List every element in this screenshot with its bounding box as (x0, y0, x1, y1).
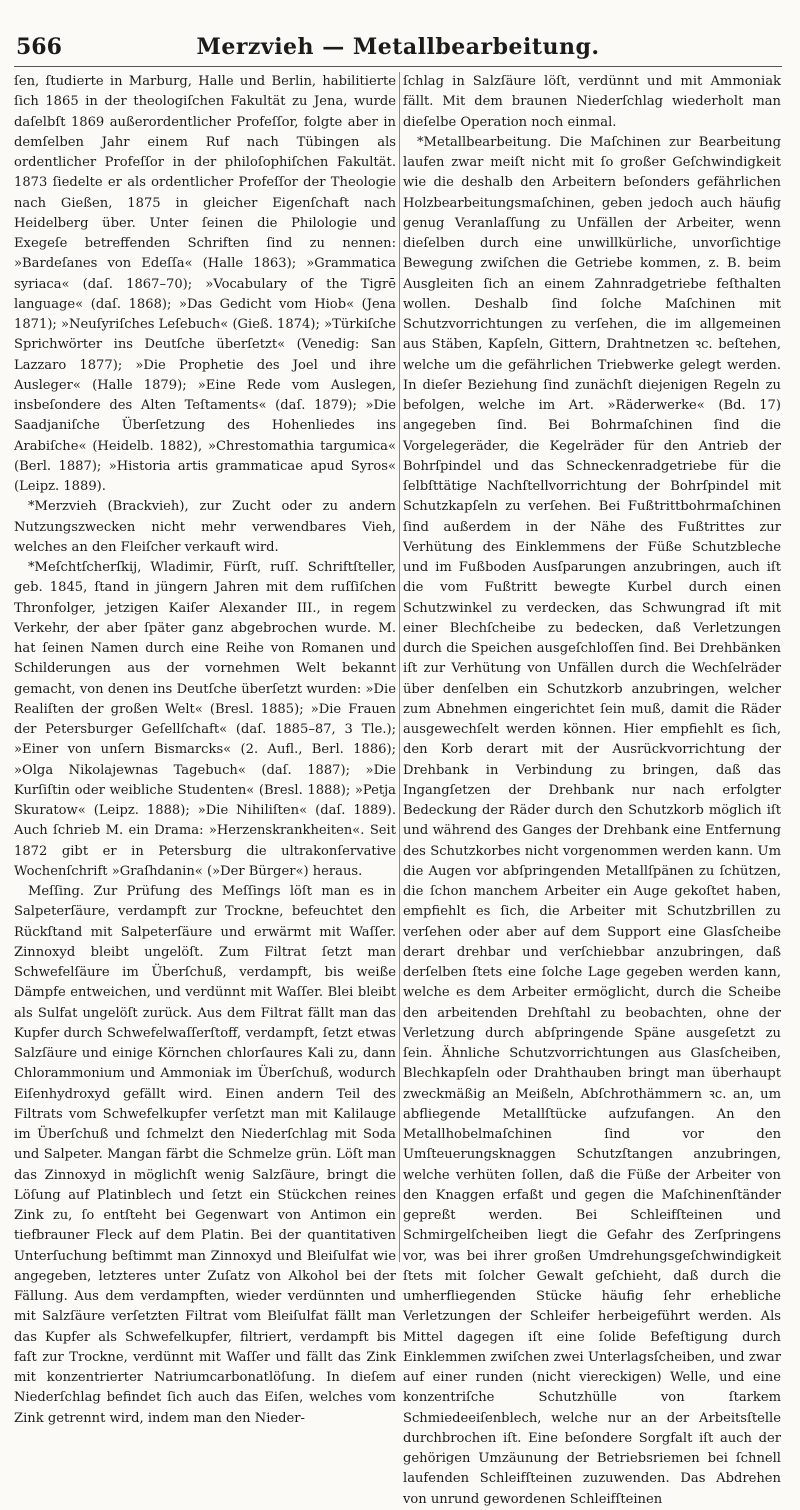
entry-continuation: ſchlag in Salzſäure löſt, verdünnt und mit Ammoniak fällt. Mit dem braunen Niederſchlag wiederholt man dieſelbe Operation noch einmal. (403, 74, 781, 130)
page-header (14, 34, 782, 64)
entry-continuation: ſen, ſtudierte in Marburg, Halle und Berlin, habilitierte ſich 1865 in der theologiſchen Fakultät zu Jena, wurde daſelbſt 1869 außerordentlicher Profeſſor, folgte aber in demſelben Jahr einem Ruf nach Tübingen als ordentlicher Profeſſor in der philoſophiſchen Fakultät. 1873 ſiedelte er als ordentlicher Profeſſor der Theologie nach Gießen, 1875 in gleicher Eigenſchaft nach Heidelberg über. Unter ſeinen die Philologie und Exegeſe betreffenden Schriften ſind zu nennen: »Bardeſanes von Edeſſa« (Halle 1863); »Grammatica syriaca« (daſ. 1867–70); »Vocabulary of the Tigrē language« (daſ. 1868); »Das Gedicht vom Hiob« (Jena 1871); »Neuſyriſches Leſebuch« (Gieß. 1874); »Türkiſche Sprichwörter ins Deutſche überſetzt« (Venedig: San Lazzaro 1877); »Die Prophetie des Joel und ihre Ausleger« (Halle 1879); »Eine Rede vom Auslegen, insbeſondere des Alten Teſtaments« (daſ. 1879); »Die Saadjaniſche Überſetzung des Hohenliedes ins Arabiſche« (Heidelb. 1882), »Chrestomathia targumica« (Berl. 1887); »Historia artis grammaticae apud Syros« (Leipz. 1889). (14, 74, 396, 494)
entry-merzvieh: *Merzvieh (Brackvieh), zur Zucht oder zu andern Nutzungszwecken nicht mehr verwendbares Vieh, welches an den Fleiſcher verkauft wird. (14, 499, 396, 555)
left-column (14, 72, 396, 1426)
page-number: 566 (16, 34, 62, 60)
header-rule (14, 66, 782, 67)
right-column (403, 72, 781, 1507)
entry-messing: Meſſing. Zur Prüfung des Meſſings löſt man es in Salpeterſäure, verdampft zur Trockne, befeuchtet den Rückſtand mit Salpeterſäure und erwärmt mit Waſſer. Zinnoxyd bleibt ungelöſt. Zum Filtrat ſetzt man Schwefelſäure im Überſchuß, verdampft, bis weiße Dämpfe entweichen, und verdünnt mit Waſſer. Blei bleibt als Sulfat ungelöſt zurück. Aus dem Filtrat fällt man das Kupfer durch Schwefelwaſſerſtoff, verdampft, ſetzt etwas Salzſäure und einige Körnchen chlorſaures Kali zu, dann Chlorammonium und Ammoniak im Überſchuß, wodurch Eiſenhydroxyd gefällt wird. Einen andern Teil des Filtrats vom Schwefelkupfer verſetzt man mit Kalilauge im Überſchuß und ſchmelzt den Niederſchlag mit Soda und Salpeter. Mangan färbt die Schmelze grün. Löſt man das Zinnoxyd in möglichſt wenig Salzſäure, bringt die Löſung auf Platinblech und ſetzt ein Stückchen reines Zink zu, ſo entſteht bei Gegenwart von Antimon ein tiefbrauner Fleck auf dem Platin. Bei der quantitativen Unterſuchung beſtimmt man Zinnoxyd und Bleiſulfat wie angegeben, letzteres unter Zuſatz von Alkohol bei der Fällung. Aus dem verdampften, wieder verdünnten und mit Salzſäure verſetzten Filtrat vom Bleiſulfat fällt man das Kupfer als Schwefelkupfer, filtriert, verdampft bis faſt zur Trockne, verdünnt mit Waſſer und fällt das Zink mit konzentrierter Natriumcarbonatlöſung. In dieſem Niederſchlag befindet ſich auch das Eiſen, welches vom Zink getrennt wird, indem man den Nieder- (14, 884, 396, 1426)
entry-meschtscherskij: *Meſchtſcherſkij, Wladimir, Fürſt, ruſſ. Schriftſteller, geb. 1845, ſtand in jüngern Jahren mit dem ruſſiſchen Thronfolger, jetzigen Kaiſer Alexander III., in regem Verkehr, der aber ſpäter ganz abgebrochen wurde. M. hat ſeinen Namen durch eine Reihe von Romanen und Schilderungen aus der vornehmen Welt bekannt gemacht, von denen ins Deutſche überſetzt wurden: »Die Realiſten der großen Welt« (Bresl. 1885); »Die Frauen der Petersburger Geſellſchaft« (daſ. 1885–87, 3 Tle.); »Einer von unſern Bismarcks« (2. Aufl., Berl. 1886); »Olga Nikolajewnas Tagebuch« (daſ. 1887); »Die Kurſiſtin oder weibliche Studenten« (Bresl. 1888); »Petja Skuratow« (Leipz. 1888); »Die Nihiliſten« (daſ. 1889). Auch ſchrieb M. ein Drama: »Herzenskrankheiten«. Seit 1872 gibt er in Petersburg die ultrakonſervative Wochenſchrift »Graſhdanin« (»Der Bürger«) heraus. (14, 560, 396, 879)
page-title: Merzvieh — Metallbearbeitung. (196, 34, 600, 60)
entry-metallbearbeitung: *Metallbearbeitung. Die Maſchinen zur Bearbeitung laufen zwar meiſt nicht mit ſo großer Geſchwindigkeit wie die deshalb den Arbeitern beſonders gefährlichen Holzbearbeitungsmaſchinen, geben jedoch auch häufig genug Veranlaſſung zu Unfällen der Arbeiter, wenn dieſelben durch eine unwillkürliche, unvorſichtige Bewegung zwiſchen die Getriebe kommen, z. B. beim Ausgleiten ſich an einem Zahnradgetriebe feſthalten wollen. Deshalb ſind ſolche Maſchinen mit Schutzvorrichtungen zu verſehen, die im allgemeinen aus Stäben, Kapſeln, Gittern, Drahtnetzen ꝛc. beſtehen, welche um die gefährlichen Triebwerke gelegt werden. In dieſer Beziehung ſind zunächſt diejenigen Regeln zu befolgen, welche im Art. »Räderwerke« (Bd. 17) angegeben ſind. Bei Bohrmaſchinen ſind die Vorgelegeräder, die Kegelräder für den Antrieb der Bohrſpindel und das Schneckenradgetriebe für die ſelbſttätige Nachſtellvorrichtung der Bohrſpindel mit Schutzkapſeln zu verſehen. Bei Fußtrittbohrmaſchinen ſind außerdem in der Nähe des Fußtrittes zur Verhütung des Einklemmens der Füße Schutzbleche und im Fußboden Ausſparungen anzubringen, auch iſt die vom Fußtritt bewegte Kurbel durch einen Schutzwinkel zu verdecken, das Schwungrad iſt mit einer Blechſcheibe zu bedecken, daß Verletzungen durch die Speichen ausgeſchloſſen ſind. Bei Drehbänken iſt zur Verhütung von Unfällen durch die Wechſelräder über denſelben ein Schutzkorb anzubringen, welcher zum Abnehmen eingerichtet ſein muß, damit die Räder ausgewechſelt werden können. Hier empfiehlt es ſich, den Korb derart mit der Ausrückvorrichtung der Drehbank in Verbindung zu bringen, daß das Ingangſetzen der Drehbank nur nach erfolgter Bedeckung der Räder durch den Schutzkorb möglich iſt und während des Ganges der Drehbank eine Entfernung des Schutzkorbes nicht vorgenommen werden kann. Um die Augen vor abſpringenden Metallſpänen zu ſchützen, die ſchon manchem Arbeiter ein Auge gekoſtet haben, empfiehlt es ſich, die Arbeiter mit Schutzbrillen zu verſehen oder aber auf dem Support eine Glasſcheibe derart drehbar und verſchiebbar anzubringen, daß derſelben ſtets eine ſolche Lage gegeben werden kann, welche es dem Arbeiter ermöglicht, durch die Scheibe den arbeitenden Drehſtahl zu beobachten, ohne der Verletzung durch abſpringende Späne ausgeſetzt zu ſein. Ähnliche Schutzvorrichtungen aus Glasſcheiben, Blechkapſeln oder Drahthauben bringt man überhaupt zweckmäßig an Meißeln, Abſchrothämmern ꝛc. an, um abfliegende Metallſtücke aufzufangen. An den Metallhobelmaſchinen ſind vor den Umſteuerungsknaggen Schutzſtangen anzubringen, welche verhüten ſollen, daß die Füße der Arbeiter von den Knaggen erfaßt und gegen die Maſchinenſtänder gepreßt werden. Bei Schleifſteinen und Schmirgelſcheiben liegt die Gefahr des Zerſpringens vor, was bei ihrer großen Umdrehungsgeſchwindigkeit ſtets mit ſolcher Gewalt geſchieht, daß durch die umherfliegenden Stücke häufig ſehr erhebliche Verletzungen der Schleifer herbeigeführt werden. Als Mittel dagegen iſt eine ſolide Befeſtigung durch Einklemmen zwiſchen zwei Unterlagsſcheiben, und zwar auf einer runden (nicht viereckigen) Welle, und eine konzentriſche Schutzhülle von ſtarkem Schmiedeeiſenblech, welche nur an der Arbeitsſtelle durchbrochen iſt. Eine beſondere Sorgfalt iſt auch der gehörigen Umzäunung der Betriebsriemen bei ſchnell laufenden Schleifſteinen zuzuwenden. Das Abdrehen von unrund gewordenen Schleifſteinen (403, 134, 781, 1507)
column-divider (399, 72, 400, 1262)
